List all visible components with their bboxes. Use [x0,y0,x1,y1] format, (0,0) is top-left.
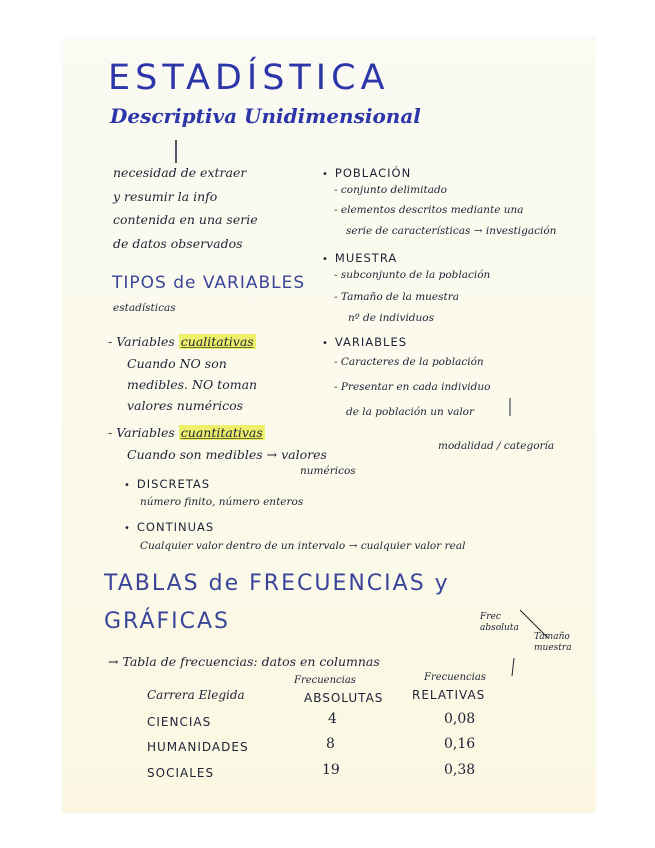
cualitativas-desc: valores numéricos [127,398,244,413]
muestra-item: - Tamaño de la muestra [334,291,460,303]
discretas-head: • DISCRETAS [124,477,211,491]
continuas-head: • CONTINUAS [124,520,215,534]
intro-line-1: necesidad de extraer [113,165,247,180]
cualitativas-desc: Cuando NO son [127,356,227,371]
poblacion-item: - conjunto delimitado [334,184,447,196]
cuantitativas-line: - Variables cuantitativas [108,425,263,440]
cualitativas-highlight: cualitativas [180,334,254,349]
cuantitativas-desc-2: numéricos [300,465,356,477]
intro-line-4: de datos observados [113,236,243,251]
tipos-heading: TIPOS de VARIABLES [112,273,306,293]
cuantitativas-highlight: cuantitativas [180,425,263,440]
muestra-item: nº de individuos [348,312,434,324]
table-row-name: HUMANIDADES [147,740,249,754]
poblacion-head: • POBLACIÓN [322,166,412,180]
col-header-abs-top: Frecuencias [294,675,356,686]
intro-line-2: y resumir la info [113,189,218,204]
table-row-name: CIENCIAS [147,715,212,729]
table-row-abs: 4 [328,711,337,727]
cualitativas-desc: medibles. NO toman [127,377,258,392]
arrow-up-line [512,658,514,676]
tablas-heading-1: TABLAS de FRECUENCIAS y [104,571,450,596]
variables-item: de la población un valor [346,406,475,418]
tamano-muestra-note: Tamaño muestra [534,632,572,653]
table-row-abs: 8 [326,736,335,752]
table-row-rel: 0,08 [444,711,476,727]
muestra-head: • MUESTRA [322,251,398,265]
frec-absoluta-note: Frec absoluta [480,612,519,633]
cuantitativas-desc: Cuando son medibles → valores [127,447,327,462]
table-row-abs: 19 [322,762,340,778]
tabla-line: → Tabla de frecuencias: datos en columnas [108,654,380,669]
col-header-carrera: Carrera Elegida [147,688,245,702]
table-row-rel: 0,16 [444,736,476,752]
tablas-heading-2: GRÁFICAS [104,609,231,634]
col-header-relativas: RELATIVAS [412,688,486,702]
page-title: ESTADÍSTICA [108,58,390,98]
poblacion-item: - elementos descritos mediante una [334,204,524,216]
page-subtitle: Descriptiva Unidimensional [110,104,421,128]
muestra-item: - subconjunto de la población [334,269,491,281]
variables-modalidad: modalidad / categoría [438,440,555,452]
col-header-absolutas: ABSOLUTAS [304,691,384,705]
tipos-subheading: estadísticas [113,302,176,314]
variables-item: - Caracteres de la población [334,356,484,368]
continuas-desc: Cualquier valor dentro de un intervalo → cualquier valor real [140,540,466,552]
intro-line-3: contenida en una serie [113,212,258,227]
discretas-desc: número finito, número enteros [140,496,304,508]
poblacion-item: serie de características → investigación [346,225,557,237]
table-row-rel: 0,38 [444,762,476,778]
cualitativas-line: - Variables cualitativas [108,334,254,349]
variables-item: - Presentar en cada individuo [334,381,491,393]
table-row-name: SOCIALES [147,766,215,780]
variables-head: • VARIABLES [322,335,408,349]
col-header-rel-top: Frecuencias [424,672,486,683]
